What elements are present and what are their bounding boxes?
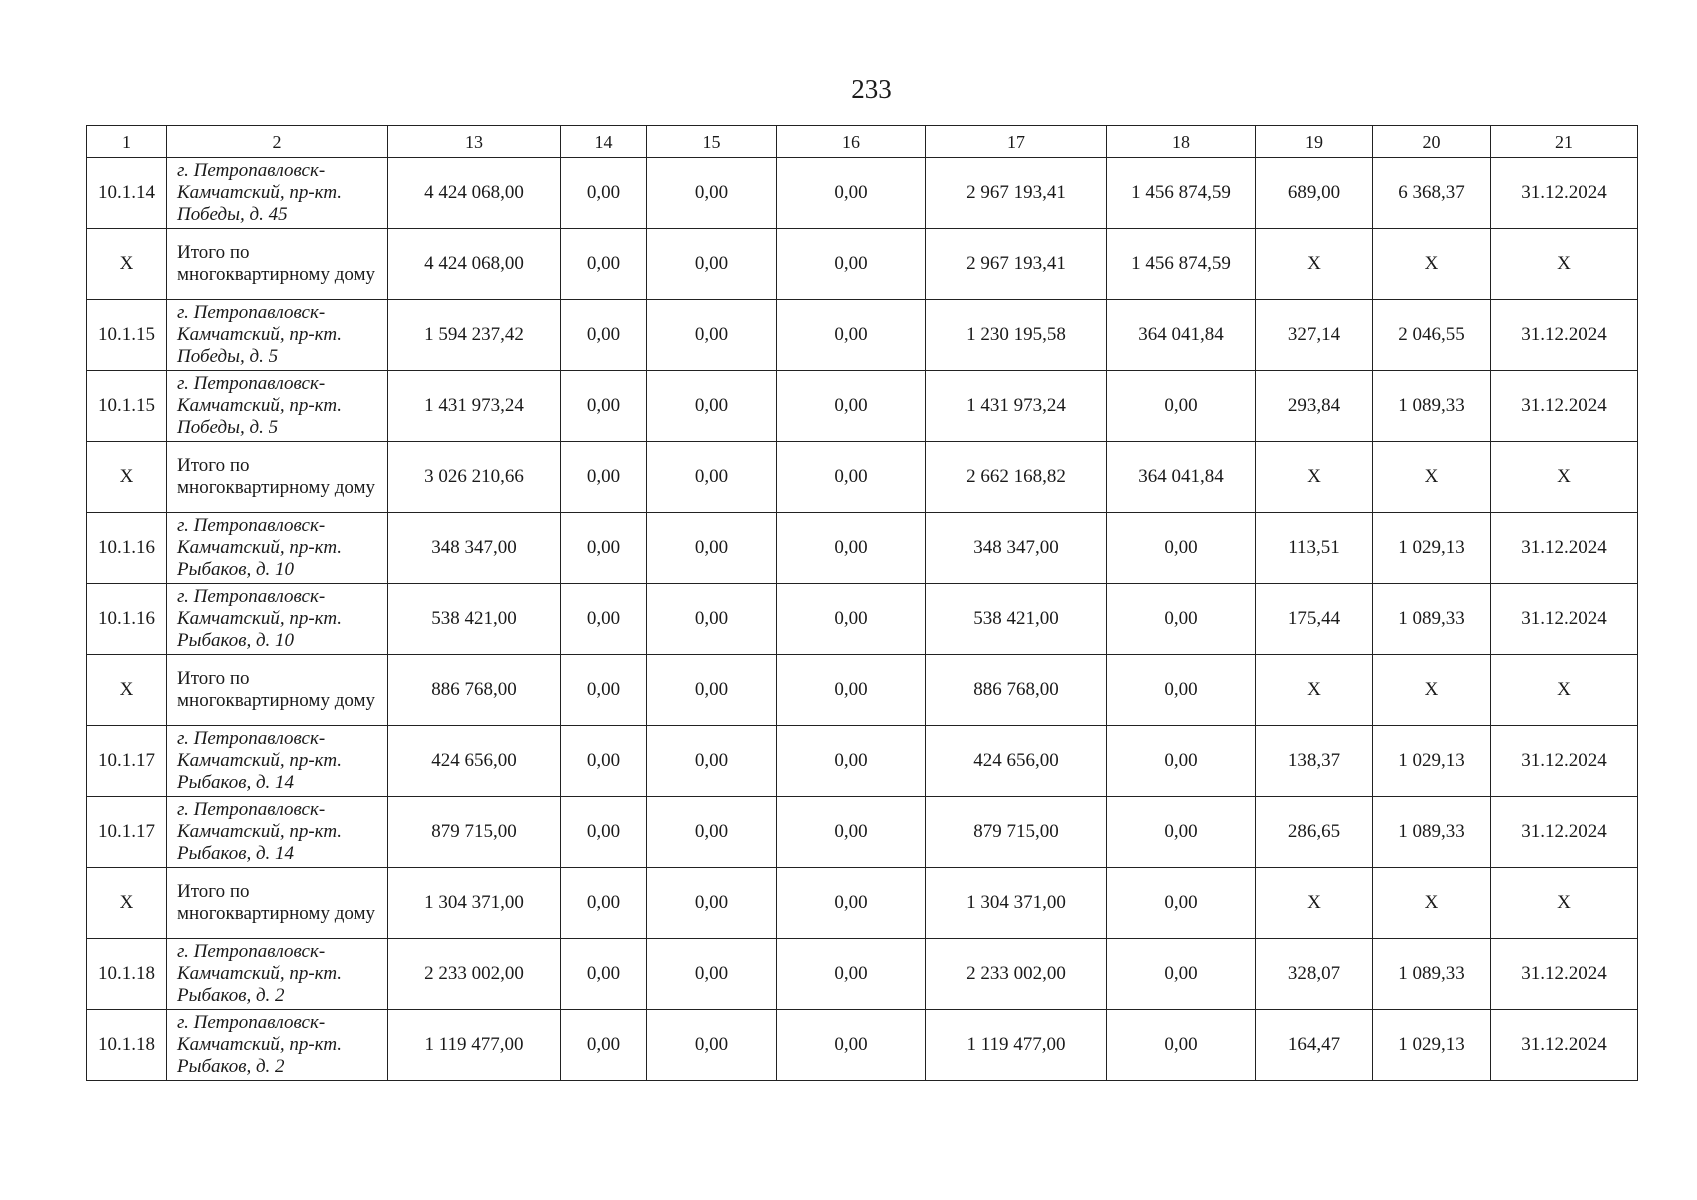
header-cell: 17 (926, 126, 1107, 158)
cell-col15: 0,00 (647, 158, 777, 229)
budget-table (86, 125, 1638, 1081)
table-row (87, 158, 1638, 229)
cell-col20: 6 368,37 (1373, 158, 1491, 229)
cell-col18: 0,00 (1107, 513, 1256, 584)
cell-col13: 4 424 068,00 (388, 229, 561, 300)
cell-col13: 886 768,00 (388, 655, 561, 726)
cell-col18: 0,00 (1107, 797, 1256, 868)
cell-col13: 424 656,00 (388, 726, 561, 797)
address-cell: г. Петропавловск-Камчатский, пр-кт. Победы, д. 5 (167, 371, 388, 442)
cell-col19: 113,51 (1256, 513, 1373, 584)
cell-col19: 689,00 (1256, 158, 1373, 229)
cell-col15: 0,00 (647, 229, 777, 300)
cell-col19: 286,65 (1256, 797, 1373, 868)
cell-col18: 1 456 874,59 (1107, 229, 1256, 300)
cell-col15: 0,00 (647, 442, 777, 513)
cell-col14: 0,00 (561, 442, 647, 513)
header-cell: 21 (1491, 126, 1638, 158)
row-number: 10.1.16 (98, 608, 155, 629)
header-cell: 14 (561, 126, 647, 158)
cell-col20: 1 089,33 (1373, 939, 1491, 1010)
cell-col21: 31.12.2024 (1491, 797, 1638, 868)
cell-col19: 164,47 (1256, 1010, 1373, 1081)
cell-col14: 0,00 (561, 513, 647, 584)
row-number: X (119, 892, 134, 913)
cell-col16: 0,00 (777, 1010, 926, 1081)
cell-col19: X (1256, 229, 1373, 300)
cell-col16: 0,00 (777, 655, 926, 726)
cell-col18: 0,00 (1107, 868, 1256, 939)
address-cell: г. Петропавловск-Камчатский, пр-кт. Победы, д. 5 (167, 300, 388, 371)
cell-col13: 1 594 237,42 (388, 300, 561, 371)
cell-col16: 0,00 (777, 158, 926, 229)
total-label-cell: Итого по многоквартирному дому (167, 442, 388, 513)
row-number: 10.1.18 (98, 1034, 155, 1055)
cell-col13: 348 347,00 (388, 513, 561, 584)
cell-col21: 31.12.2024 (1491, 158, 1638, 229)
row-number-cell (87, 584, 167, 655)
cell-col21: 31.12.2024 (1491, 513, 1638, 584)
cell-col15: 0,00 (647, 584, 777, 655)
cell-col19: X (1256, 868, 1373, 939)
table-row (87, 371, 1638, 442)
cell-col14: 0,00 (561, 939, 647, 1010)
cell-col14: 0,00 (561, 726, 647, 797)
row-number: 10.1.15 (98, 324, 155, 345)
cell-col19: 327,14 (1256, 300, 1373, 371)
cell-col20: 1 089,33 (1373, 797, 1491, 868)
row-number-cell (87, 158, 167, 229)
cell-col19: 328,07 (1256, 939, 1373, 1010)
row-number: X (119, 679, 134, 700)
row-number-cell (87, 726, 167, 797)
address-cell: г. Петропавловск-Камчатский, пр-кт. Рыбаков, д. 2 (167, 1010, 388, 1081)
cell-col18: 0,00 (1107, 939, 1256, 1010)
cell-col20: 2 046,55 (1373, 300, 1491, 371)
cell-col21: 31.12.2024 (1491, 939, 1638, 1010)
cell-col17: 538 421,00 (926, 584, 1107, 655)
cell-col13: 2 233 002,00 (388, 939, 561, 1010)
cell-col20: X (1373, 442, 1491, 513)
cell-col20: 1 089,33 (1373, 584, 1491, 655)
header-row (87, 126, 1638, 158)
cell-col14: 0,00 (561, 584, 647, 655)
cell-col16: 0,00 (777, 371, 926, 442)
cell-col19: X (1256, 655, 1373, 726)
cell-col14: 0,00 (561, 655, 647, 726)
cell-col18: 364 041,84 (1107, 442, 1256, 513)
cell-col15: 0,00 (647, 655, 777, 726)
row-number: 10.1.16 (98, 537, 155, 558)
cell-col15: 0,00 (647, 797, 777, 868)
cell-col15: 0,00 (647, 939, 777, 1010)
cell-col13: 4 424 068,00 (388, 158, 561, 229)
cell-col18: 0,00 (1107, 1010, 1256, 1081)
address-cell: г. Петропавловск-Камчатский, пр-кт. Рыбаков, д. 2 (167, 939, 388, 1010)
row-number-cell (87, 797, 167, 868)
table-row (87, 868, 1638, 939)
table-row (87, 726, 1638, 797)
cell-col21: X (1491, 868, 1638, 939)
cell-col20: 1 089,33 (1373, 371, 1491, 442)
cell-col15: 0,00 (647, 1010, 777, 1081)
total-label-cell: Итого по многоквартирному дому (167, 655, 388, 726)
cell-col14: 0,00 (561, 371, 647, 442)
cell-col21: X (1491, 229, 1638, 300)
cell-col16: 0,00 (777, 300, 926, 371)
cell-col15: 0,00 (647, 300, 777, 371)
page-number: 233 (851, 74, 892, 104)
cell-col13: 1 304 371,00 (388, 868, 561, 939)
cell-col21: 31.12.2024 (1491, 726, 1638, 797)
cell-col17: 879 715,00 (926, 797, 1107, 868)
cell-col21: 31.12.2024 (1491, 584, 1638, 655)
cell-col17: 2 967 193,41 (926, 229, 1107, 300)
row-number: X (119, 466, 134, 487)
cell-col15: 0,00 (647, 371, 777, 442)
cell-col19: 138,37 (1256, 726, 1373, 797)
total-label-cell: Итого по многоквартирному дому (167, 868, 388, 939)
header-cell: 19 (1256, 126, 1373, 158)
cell-col16: 0,00 (777, 868, 926, 939)
row-number: 10.1.17 (98, 750, 155, 771)
cell-col18: 364 041,84 (1107, 300, 1256, 371)
cell-col18: 1 456 874,59 (1107, 158, 1256, 229)
row-number: 10.1.15 (98, 395, 155, 416)
table-row (87, 797, 1638, 868)
cell-col17: 1 119 477,00 (926, 1010, 1107, 1081)
row-number: 10.1.14 (98, 182, 155, 203)
cell-col20: 1 029,13 (1373, 726, 1491, 797)
cell-col15: 0,00 (647, 868, 777, 939)
cell-col17: 886 768,00 (926, 655, 1107, 726)
row-number-cell (87, 300, 167, 371)
table-row (87, 513, 1638, 584)
cell-col21: X (1491, 655, 1638, 726)
header-cell: 20 (1373, 126, 1491, 158)
row-number-cell (87, 371, 167, 442)
row-number: 10.1.18 (98, 963, 155, 984)
cell-col16: 0,00 (777, 939, 926, 1010)
cell-col17: 2 662 168,82 (926, 442, 1107, 513)
cell-col20: X (1373, 868, 1491, 939)
row-number: X (119, 253, 134, 274)
header-cell: 2 (167, 126, 388, 158)
cell-col19: X (1256, 442, 1373, 513)
header-cell: 15 (647, 126, 777, 158)
cell-col16: 0,00 (777, 726, 926, 797)
cell-col16: 0,00 (777, 797, 926, 868)
header-cell: 13 (388, 126, 561, 158)
row-number-cell (87, 655, 167, 726)
cell-col21: 31.12.2024 (1491, 300, 1638, 371)
header-cell: 1 (87, 126, 167, 158)
table-row (87, 300, 1638, 371)
address-cell: г. Петропавловск-Камчатский, пр-кт. Рыбаков, д. 14 (167, 797, 388, 868)
cell-col18: 0,00 (1107, 371, 1256, 442)
cell-col13: 879 715,00 (388, 797, 561, 868)
cell-col13: 1 431 973,24 (388, 371, 561, 442)
row-number-cell (87, 442, 167, 513)
address-cell: г. Петропавловск-Камчатский, пр-кт. Победы, д. 45 (167, 158, 388, 229)
cell-col15: 0,00 (647, 726, 777, 797)
cell-col17: 424 656,00 (926, 726, 1107, 797)
row-number-cell (87, 868, 167, 939)
row-number-cell (87, 1010, 167, 1081)
total-label-cell: Итого по многоквартирному дому (167, 229, 388, 300)
cell-col14: 0,00 (561, 797, 647, 868)
header-cell: 16 (777, 126, 926, 158)
cell-col15: 0,00 (647, 513, 777, 584)
address-cell: г. Петропавловск-Камчатский, пр-кт. Рыбаков, д. 10 (167, 584, 388, 655)
cell-col21: X (1491, 442, 1638, 513)
cell-col17: 2 967 193,41 (926, 158, 1107, 229)
cell-col14: 0,00 (561, 158, 647, 229)
cell-col19: 175,44 (1256, 584, 1373, 655)
row-number-cell (87, 939, 167, 1010)
table-row (87, 584, 1638, 655)
table-row (87, 229, 1638, 300)
cell-col13: 538 421,00 (388, 584, 561, 655)
row-number: 10.1.17 (98, 821, 155, 842)
cell-col14: 0,00 (561, 229, 647, 300)
table-row (87, 939, 1638, 1010)
cell-col16: 0,00 (777, 442, 926, 513)
row-number-cell (87, 513, 167, 584)
cell-col21: 31.12.2024 (1491, 1010, 1638, 1081)
cell-col19: 293,84 (1256, 371, 1373, 442)
header-cell: 18 (1107, 126, 1256, 158)
cell-col13: 1 119 477,00 (388, 1010, 561, 1081)
cell-col21: 31.12.2024 (1491, 371, 1638, 442)
row-number-cell (87, 229, 167, 300)
cell-col18: 0,00 (1107, 726, 1256, 797)
cell-col16: 0,00 (777, 513, 926, 584)
cell-col17: 2 233 002,00 (926, 939, 1107, 1010)
cell-col20: X (1373, 229, 1491, 300)
cell-col16: 0,00 (777, 229, 926, 300)
cell-col17: 1 304 371,00 (926, 868, 1107, 939)
cell-col20: 1 029,13 (1373, 513, 1491, 584)
table-row (87, 655, 1638, 726)
cell-col20: 1 029,13 (1373, 1010, 1491, 1081)
cell-col20: X (1373, 655, 1491, 726)
cell-col14: 0,00 (561, 300, 647, 371)
cell-col18: 0,00 (1107, 584, 1256, 655)
cell-col14: 0,00 (561, 1010, 647, 1081)
cell-col17: 348 347,00 (926, 513, 1107, 584)
cell-col17: 1 431 973,24 (926, 371, 1107, 442)
cell-col17: 1 230 195,58 (926, 300, 1107, 371)
table-row (87, 1010, 1638, 1081)
cell-col13: 3 026 210,66 (388, 442, 561, 513)
address-cell: г. Петропавловск-Камчатский, пр-кт. Рыбаков, д. 14 (167, 726, 388, 797)
table-row (87, 442, 1638, 513)
cell-col18: 0,00 (1107, 655, 1256, 726)
address-cell: г. Петропавловск-Камчатский, пр-кт. Рыбаков, д. 10 (167, 513, 388, 584)
cell-col16: 0,00 (777, 584, 926, 655)
cell-col14: 0,00 (561, 868, 647, 939)
